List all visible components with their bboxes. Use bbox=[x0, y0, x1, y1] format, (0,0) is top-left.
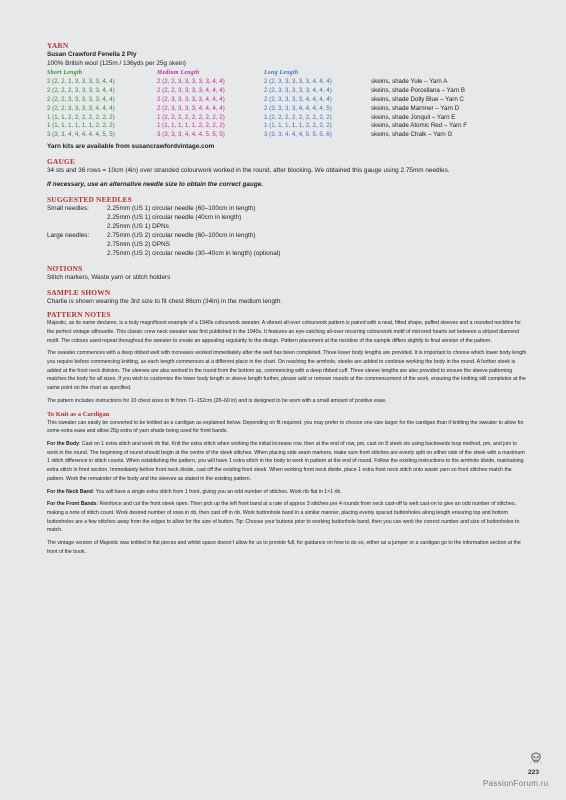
yarn-medium-cell: 1 (1, 1, 1, 1, 1, 2, 2, 2, 2) bbox=[157, 122, 225, 130]
short-length-header: Short Length bbox=[47, 70, 83, 76]
yarn-medium-cell: 3 (3, 3, 3, 4, 4, 4, 5, 5, 5) bbox=[157, 131, 225, 139]
yarn-short-cell: 2 (2, 2, 2, 3, 3, 3, 3, 4, 4) bbox=[47, 86, 115, 94]
yarn-shade-cell: skeins, shade Atomic Red – Yarn F bbox=[371, 122, 468, 130]
cardigan-body-paragraph bbox=[47, 440, 527, 484]
yarn-shade-cell: skeins, shade Dolly Blue – Yarn C bbox=[371, 95, 464, 103]
neck-text: : You will have a single extra stitch from 1 front, giving you an odd number of stitches. Work rib flat in 1×1 rib. bbox=[92, 488, 342, 495]
yarn-medium-cell: 2 (2, 3, 3, 3, 3, 3, 4, 4, 4) bbox=[157, 95, 225, 103]
gauge-text: 34 sts and 36 rows = 10cm (4in) over stranded colourwork worked in the round, after blocking. We obtained this gauge using 2.75mm needles. bbox=[47, 167, 450, 175]
gauge-note: If necessary, use an alternative needle size to obtain the correct gauge. bbox=[47, 181, 264, 189]
small-needle-item: 2.25mm (US 1) circular needle (60–100cm in length) bbox=[107, 205, 256, 213]
yarn-short-cell: 2 (2, 2, 2, 3, 3, 3, 3, 4, 4) bbox=[47, 77, 115, 85]
sample-heading: SAMPLE SHOWN bbox=[47, 288, 111, 298]
skull-icon bbox=[529, 751, 543, 765]
yarn-table bbox=[47, 69, 527, 140]
long-length-header: Long Length bbox=[264, 70, 299, 76]
yarn-long-cell: 3 (3, 3, 4, 4, 4, 5, 5, 5, 6) bbox=[264, 131, 332, 139]
yarn-shade-cell: skeins, shade Chalk – Yarn G bbox=[371, 131, 453, 139]
pattern-notes-paragraph: The pattern includes instructions for 10 chest sizes to fit from 71–152cm (28–60 in) and is designed to be worn with a small amount of positive ease. bbox=[47, 397, 387, 404]
yarn-medium-cell: 2 (2, 2, 3, 3, 3, 3, 4, 4, 4) bbox=[157, 86, 225, 94]
yarn-shade-cell: skeins, shade Marriner – Yarn D bbox=[371, 104, 460, 112]
yarn-medium-cell: 1 (2, 2, 2, 2, 2, 2, 2, 2, 2) bbox=[157, 113, 225, 121]
yarn-short-cell: 1 (1, 1, 2, 2, 2, 2, 2, 2, 2) bbox=[47, 113, 115, 121]
pattern-notes-paragraph: Majestic, as its name declares, is a truly magnificent example of a 1940s colourwork sweater. A vibrant all-over colourwork pattern is paired with a neat, fitted shape, puffed sleeves and a rounded neckline for the perfect vintage silhouette. This classic crew neck sweater was first published in the 1940s. It features an eye-catching all-over recurring colourwork motif of mirrored hearts set between a striped diamond motif. The colours used repeat throughout the sweater to create an appealing regularity to the design. Pattern placement at the neckline of the sample differs slightly to final version of the pattern. bbox=[47, 320, 521, 344]
yarn-long-cell: 1 (2, 2, 2, 2, 2, 2, 2, 2, 2) bbox=[264, 113, 332, 121]
yarn-long-cell: 2 (2, 3, 3, 3, 3, 3, 4, 4, 4) bbox=[264, 77, 332, 85]
gauge-heading: GAUGE bbox=[47, 157, 76, 167]
front-text: : Reinforce and cut the front steek open. Then pick up the left front band at a rate of approx 3 stitches per 4 rounds from neck cast-off to welt cast-on to give an odd number of stitches, making a note of stitch count. Work desired number of rows in rib, then cast off in rib. Work buttonhole band in a similar manner, placing evenly spaced buttonholes along length ensuring top and bottom buttonholes are a few stitches away from the edges to allow for the size of button. Tip: Choose your buttons prior to working buttonhole band, then you can work the correct number and size of buttonholes to match. bbox=[47, 501, 520, 534]
yarn-heading: YARN bbox=[47, 41, 69, 50]
small-needle-item: 2.25mm (US 1) DPNs bbox=[107, 223, 169, 231]
content bbox=[47, 41, 527, 556]
yarn-short-cell: 2 (2, 2, 3, 3, 3, 3, 4, 4, 4) bbox=[47, 104, 115, 112]
sample-text: Charlie is shown wearing the 3rd size to fit chest 86cm (34in) in the medium length. bbox=[47, 298, 283, 306]
notions-text: Stitch markers, Waste yarn or stitch holders bbox=[47, 274, 171, 282]
neck-label: For the Neck Band bbox=[47, 488, 93, 495]
yarn-shade-cell: skeins, shade Yule – Yarn A bbox=[371, 77, 448, 85]
needles-list bbox=[47, 204, 527, 258]
large-needle-item: 2.75mm (US 2) circular needle (60–100cm in length) bbox=[107, 232, 256, 240]
yarn-fibre: 100% British wool (125m / 136yds per 25g skein) bbox=[47, 60, 186, 67]
yarn-long-cell: 2 (2, 3, 3, 3, 3, 4, 4, 4, 4) bbox=[264, 95, 332, 103]
yarn-long-cell: 2 (3, 3, 3, 3, 4, 4, 4, 4, 5) bbox=[264, 104, 332, 112]
cardigan-front-paragraph bbox=[47, 500, 527, 535]
front-label: For the Front Bands bbox=[47, 501, 97, 508]
needles-heading: SUGGESTED NEEDLES bbox=[47, 195, 132, 205]
yarn-short-cell: 3 (3, 3, 4, 4, 4, 4, 4, 5, 5) bbox=[47, 131, 115, 139]
large-needles-label: Large needles: bbox=[47, 232, 90, 240]
yarn-long-cell: 1 (1, 1, 1, 1, 1, 2, 2, 2, 2) bbox=[264, 122, 332, 130]
yarn-shade-cell: skeins, shade Jonquil – Yarn E bbox=[371, 113, 456, 121]
cardigan-heading: To Knit as a Cardigan bbox=[47, 410, 110, 418]
pattern-notes-paragraph: The sweater commences with a deep ribbed welt with increases worked immediately after the welt has been completed. Three lower body lengths are provided. It is important to choose which lower body length you require before commencing knitting, as each length commences at a different place in the chart. On reaching the armhole, steeks are added to continue working the body in the round. A further steek is added at the front neck division. The sleeves are also worked in the round from the bottom up, commencing with a deep ribbed cuff. Three sleeve lengths are also provided to ensure the sleeve patterning matches the body for all sizes. If you wish to customize the lower body length or sleeve length further, please add or remove rounds at the commencement of the work, ensuring the knitting still completes at the same point on the chart as specified. bbox=[47, 350, 527, 392]
notions-heading: NOTIONS bbox=[47, 264, 83, 274]
medium-length-header: Medium Length bbox=[157, 70, 200, 76]
yarn-short-cell: 2 (2, 2, 3, 3, 3, 3, 3, 4, 4) bbox=[47, 95, 115, 103]
yarn-short-cell: 1 (1, 1, 1, 1, 1, 1, 2, 2, 2) bbox=[47, 122, 115, 130]
yarn-medium-cell: 2 (2, 3, 3, 3, 3, 4, 4, 4, 4) bbox=[157, 104, 225, 112]
body-text: : Cast on 1 extra stitch and work rib flat. Knit the extra stitch when working the initial increase row, then at the end of row, pm, cast on 8 steek sts using backwards loop method, pm, and join to work in the round. The beginning of round should begin at the centre of the steek stitches. When placing side seam markers, make sure front stitches are evenly split on either side of the steek with a maximum 1 stitch difference in stitch counts. When establishing the pattern, you will have 1 extra stitch in the body to work in pattern at the end of round. Follow the existing instructions to the armhole divide, maintaining extra stitch in front section. Immediately before front neck divide, cast off the existing front steek. When working front neck divide, place 1 extra front neck stitch onto waste yarn so front stitches match the pattern. Work the remainder of the body and the sleeves as stated in the existing pattern. bbox=[47, 440, 525, 482]
yarn-long-cell: 2 (2, 3, 3, 3, 3, 3, 4, 4, 4) bbox=[264, 86, 332, 94]
large-needle-item: 2.75mm (US 2) DPNS bbox=[107, 241, 170, 249]
site-watermark: PassionForum.ru bbox=[483, 779, 549, 788]
page-number: 223 bbox=[528, 769, 540, 776]
small-needles-label: Small needles: bbox=[47, 205, 89, 213]
body-label: For the Body bbox=[47, 440, 79, 447]
cardigan-vintage-paragraph: The vintage version of Majestic was knitted in flat pieces and whilst space doesn’t allow for us to provide full, for guidance on how to do so, either as a jumper or a cardigan go to the information section at the front of the book. bbox=[47, 540, 521, 555]
yarn-medium-cell: 2 (2, 2, 3, 3, 3, 3, 3, 4, 4) bbox=[157, 77, 225, 85]
small-needle-item: 2.25mm (US 1) circular needle (40cm in length) bbox=[107, 214, 242, 222]
cardigan-intro: This sweater can easily be converted to be knitted as a cardigan as explained below. Depending on fit required, you may prefer to choose one size larger for the cardigan than if knitting the sweater to allow for some extra ease and allow 25g extra of yarn shade being used for front bands. bbox=[47, 419, 524, 435]
large-needle-item: 2.75mm (US 2) circular needle (30–40cm in length) (optional) bbox=[107, 250, 281, 258]
yarn-shade-cell: skeins, shade Porcellana – Yarn B bbox=[371, 86, 466, 94]
yarn-brand: Susan Crawford Fenella 2 Ply bbox=[47, 51, 137, 58]
yarn-kits-note: Yarn kits are available from susancrawfordvintage.com bbox=[47, 143, 215, 151]
cardigan-neck-paragraph bbox=[47, 488, 527, 497]
pattern-notes-heading: PATTERN NOTES bbox=[47, 310, 111, 320]
